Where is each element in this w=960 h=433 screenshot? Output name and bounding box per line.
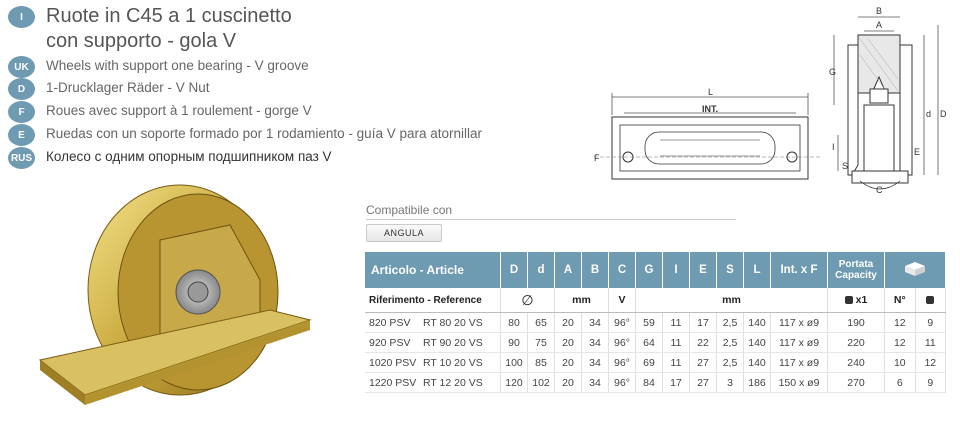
col-header-capacity: Portata Capacity — [828, 252, 885, 288]
row-reference: RT 10 20 VS — [423, 356, 483, 369]
dim-label-G: G — [829, 67, 837, 77]
col-header-G: G — [636, 252, 663, 288]
units-v: V — [609, 288, 636, 313]
side-view-drawing — [590, 85, 820, 190]
cell-L: 140 — [744, 313, 771, 333]
table-row — [365, 333, 946, 353]
cell-I: 17 — [663, 373, 690, 393]
col-header-C: C — [609, 252, 636, 288]
row-reference: RT 80 20 VS — [423, 316, 483, 329]
col-header-packaging — [885, 252, 946, 288]
cell-I: 11 — [663, 333, 690, 353]
cell-G: 64 — [636, 333, 663, 353]
dim-label-I: I — [832, 142, 835, 152]
row-article — [365, 373, 501, 393]
lang-row-fr — [8, 101, 35, 123]
cell-I: 11 — [663, 313, 690, 333]
cell-D: 90 — [501, 333, 528, 353]
title-es: Ruedas con un soporte formado por 1 rodamiento - guía V para atornillar — [46, 126, 483, 141]
cell-B: 34 — [582, 313, 609, 333]
cell-d: 102 — [528, 373, 555, 393]
weight-icon — [845, 296, 853, 304]
title-fr: Roues avec support à 1 roulement - gorge V — [46, 103, 312, 118]
cell-L: 140 — [744, 333, 771, 353]
cell-S: 3 — [717, 373, 744, 393]
col-header-int-f: Int. x F — [771, 252, 828, 288]
cell-A: 20 — [555, 373, 582, 393]
cell-G: 59 — [636, 313, 663, 333]
row-article-code: 1220 PSV — [369, 376, 417, 389]
units-row — [365, 288, 946, 313]
dim-label-D: D — [940, 109, 947, 119]
lang-badge-uk: UK — [8, 56, 35, 78]
lang-row-de — [8, 78, 35, 100]
table-row — [365, 313, 946, 333]
title-uk: Wheels with support one bearing - V groove — [46, 58, 309, 73]
col-header-E: E — [690, 252, 717, 288]
cell-int-f: 117 x ø9 — [771, 333, 828, 353]
cell-weight: 12 — [915, 353, 945, 373]
units-weight — [915, 288, 945, 313]
box-icon — [903, 261, 927, 277]
cell-weight: 9 — [915, 313, 945, 333]
row-article-code: 820 PSV — [369, 316, 411, 329]
title-ru: Колесо с одним опорным подшипником паз V — [46, 149, 332, 164]
col-header-S: S — [717, 252, 744, 288]
cell-C: 96° — [609, 373, 636, 393]
cell-E: 27 — [690, 373, 717, 393]
cell-capacity: 220 — [828, 333, 885, 353]
cell-I: 11 — [663, 353, 690, 373]
cell-capacity: 270 — [828, 373, 885, 393]
row-article — [365, 313, 501, 333]
col-header-article: Articolo - Article — [365, 252, 501, 288]
units-mm-2: mm — [636, 288, 828, 313]
dim-label-B: B — [876, 6, 883, 16]
cell-B: 34 — [582, 333, 609, 353]
cell-D: 100 — [501, 353, 528, 373]
units-n: N° — [885, 288, 916, 313]
cell-L: 186 — [744, 373, 771, 393]
dim-label-A: A — [876, 20, 883, 30]
cell-C: 96° — [609, 353, 636, 373]
cell-int-f: 150 x ø9 — [771, 373, 828, 393]
cell-L: 140 — [744, 353, 771, 373]
cell-d: 75 — [528, 333, 555, 353]
cell-int-f: 117 x ø9 — [771, 353, 828, 373]
compatibility-chip-angula[interactable]: ANGULA — [366, 224, 442, 242]
cell-E: 22 — [690, 333, 717, 353]
units-capacity — [828, 288, 885, 313]
lang-row-uk — [8, 56, 35, 78]
cell-G: 84 — [636, 373, 663, 393]
cell-capacity: 190 — [828, 313, 885, 333]
dim-label-S: S — [842, 161, 849, 171]
cell-E: 27 — [690, 353, 717, 373]
row-article — [365, 353, 501, 373]
row-reference: RT 12 20 VS — [423, 376, 483, 389]
table-row — [365, 373, 946, 393]
col-header-B: B — [582, 252, 609, 288]
lang-row-es — [8, 124, 35, 146]
front-view-drawing — [828, 5, 953, 197]
cell-n: 12 — [885, 313, 916, 333]
cell-D: 80 — [501, 313, 528, 333]
compatibility-divider — [366, 219, 736, 220]
col-header-A: A — [555, 252, 582, 288]
lang-badge-de: D — [8, 78, 35, 100]
lang-badge-fr: F — [8, 101, 35, 123]
col-header-d: d — [528, 252, 555, 288]
dim-label-d: d — [926, 109, 932, 119]
cell-E: 17 — [690, 313, 717, 333]
product-photo — [30, 180, 330, 430]
compatibility-label: Compatibile con — [366, 203, 453, 217]
cell-capacity: 240 — [828, 353, 885, 373]
cell-n: 10 — [885, 353, 916, 373]
cell-d: 85 — [528, 353, 555, 373]
cell-B: 34 — [582, 353, 609, 373]
row-reference: RT 90 20 VS — [423, 336, 483, 349]
lang-badge-ru: RUS — [8, 147, 35, 169]
weight-icon — [926, 296, 934, 304]
cell-n: 6 — [885, 373, 916, 393]
dim-label-L: L — [708, 87, 714, 97]
units-x1: x1 — [855, 294, 868, 306]
units-mm-1: mm — [555, 288, 609, 313]
cell-weight: 9 — [915, 373, 945, 393]
cell-C: 96° — [609, 333, 636, 353]
units-diameter: ∅ — [501, 288, 555, 313]
title-it-line2: con supporto - gola V — [46, 30, 237, 52]
cell-G: 69 — [636, 353, 663, 373]
dim-label-C: C — [876, 185, 883, 195]
row-article — [365, 333, 501, 353]
cell-D: 120 — [501, 373, 528, 393]
cell-B: 34 — [582, 373, 609, 393]
spec-table-header — [365, 252, 946, 288]
col-header-I: I — [663, 252, 690, 288]
units-reference: Riferimento - Reference — [365, 288, 501, 313]
cell-A: 20 — [555, 333, 582, 353]
title-it: Ruote in C45 a 1 cuscinetto — [46, 5, 292, 27]
row-article-code: 1020 PSV — [369, 356, 417, 369]
spec-table — [365, 252, 946, 393]
cell-d: 65 — [528, 313, 555, 333]
lang-row-ru — [8, 147, 35, 169]
row-article-code: 920 PSV — [369, 336, 411, 349]
col-header-D: D — [501, 252, 528, 288]
cell-S: 2,5 — [717, 353, 744, 373]
col-header-L: L — [744, 252, 771, 288]
cell-S: 2,5 — [717, 313, 744, 333]
dim-label-E: E — [914, 147, 921, 157]
dim-label-int: INT. — [702, 104, 719, 114]
title-de: 1-Drucklager Räder - V Nut — [46, 80, 210, 95]
cell-A: 20 — [555, 313, 582, 333]
cell-int-f: 117 x ø9 — [771, 313, 828, 333]
table-row — [365, 353, 946, 373]
lang-badge-es: E — [8, 124, 35, 146]
lang-badge-it: I — [8, 6, 35, 28]
cell-C: 96° — [609, 313, 636, 333]
cell-S: 2,5 — [717, 333, 744, 353]
cell-n: 12 — [885, 333, 916, 353]
dim-label-F: F — [594, 153, 600, 163]
cell-weight: 11 — [915, 333, 945, 353]
cell-A: 20 — [555, 353, 582, 373]
lang-row-it — [8, 6, 35, 28]
